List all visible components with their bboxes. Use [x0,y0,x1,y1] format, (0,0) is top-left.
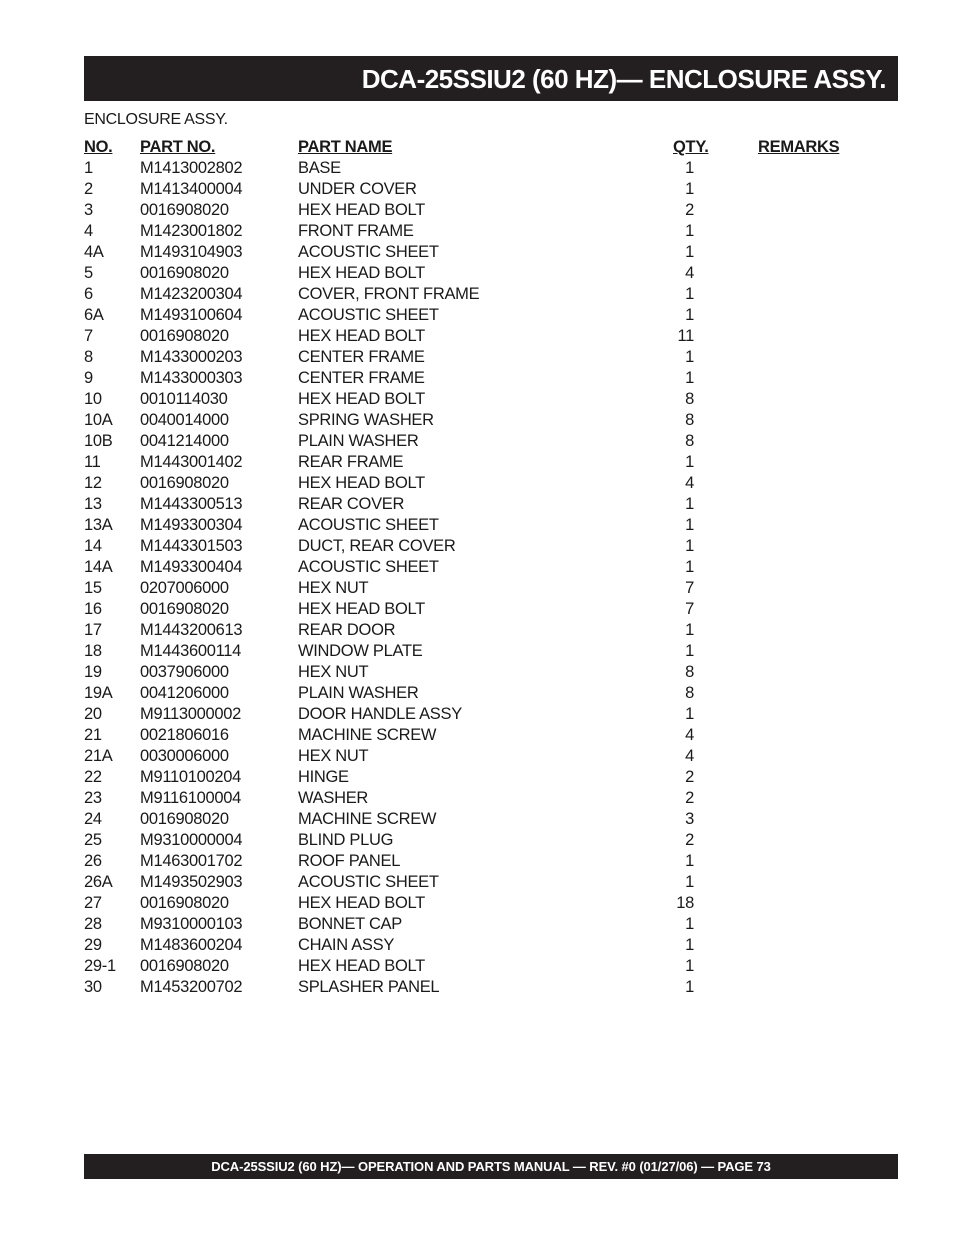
table-row [84,956,898,977]
row-qty: 3 [685,810,694,828]
row-part-no: 0016908020 [140,894,229,912]
row-part-no: M9110100204 [140,768,241,786]
row-part-name: ACOUSTIC SHEET [298,516,439,534]
table-row [84,473,898,494]
row-part-name: WINDOW PLATE [298,642,423,660]
row-part-no: 0016908020 [140,810,229,828]
row-no: 26 [84,852,102,870]
row-part-name: MACHINE SCREW [298,810,437,828]
table-row [84,578,898,599]
row-part-name: WASHER [298,789,369,807]
table-row [84,242,898,263]
table-row [84,452,898,473]
table-row [84,263,898,284]
parts-table [84,137,898,998]
row-part-name: PLAIN WASHER [298,432,419,450]
row-qty: 1 [685,180,694,198]
table-row [84,767,898,788]
row-no: 10B [84,432,113,450]
column-header-no: NO. [84,138,113,156]
row-no: 29 [84,936,102,954]
row-qty: 18 [676,894,694,912]
row-part-name: DUCT, REAR COVER [298,537,456,555]
table-row [84,431,898,452]
row-qty: 4 [685,747,694,765]
row-qty: 1 [685,558,694,576]
row-qty: 7 [685,579,694,597]
row-no: 2 [84,180,93,198]
row-part-no: M9113000002 [140,705,241,723]
row-part-no: 0037906000 [140,663,229,681]
row-qty: 8 [685,684,694,702]
row-part-name: REAR FRAME [298,453,404,471]
row-part-no: M1493100604 [140,306,243,324]
row-part-name: HEX HEAD BOLT [298,327,425,345]
row-qty: 8 [685,663,694,681]
row-no: 9 [84,369,93,387]
row-part-no: M9310000004 [140,831,243,849]
row-part-no: M1423200304 [140,285,243,303]
row-part-name: CENTER FRAME [298,348,425,366]
row-part-no: M1453200702 [140,978,243,996]
row-qty: 1 [685,936,694,954]
row-part-name: REAR DOOR [298,621,396,639]
row-no: 28 [84,915,102,933]
row-part-no: M1493502903 [140,873,243,891]
row-part-no: M1443301503 [140,537,243,555]
row-part-name: HEX HEAD BOLT [298,264,425,282]
row-qty: 1 [685,369,694,387]
row-part-no: M1443600114 [140,642,241,660]
row-no: 3 [84,201,93,219]
table-row [84,704,898,725]
row-qty: 1 [685,873,694,891]
row-part-name: ROOF PANEL [298,852,401,870]
table-body [84,158,898,998]
row-part-no: 0030006000 [140,747,229,765]
row-no: 18 [84,642,102,660]
table-row [84,809,898,830]
table-row [84,536,898,557]
table-row [84,494,898,515]
column-header-part-name: PART NAME [298,138,393,156]
table-row [84,200,898,221]
row-qty: 1 [685,306,694,324]
row-part-no: 0016908020 [140,201,229,219]
row-part-name: CENTER FRAME [298,369,425,387]
row-qty: 11 [677,327,694,345]
row-part-name: HEX HEAD BOLT [298,600,425,618]
table-row [84,347,898,368]
row-no: 4A [84,243,104,261]
row-part-name: DOOR HANDLE ASSY [298,705,462,723]
row-qty: 1 [685,915,694,933]
row-part-name: ACOUSTIC SHEET [298,558,439,576]
row-no: 15 [84,579,102,597]
row-part-no: 0016908020 [140,957,229,975]
row-qty: 4 [685,264,694,282]
table-row [84,305,898,326]
row-part-no: M9310000103 [140,915,243,933]
table-row [84,851,898,872]
row-qty: 1 [685,852,694,870]
row-qty: 8 [685,390,694,408]
section-label: ENCLOSURE ASSY. [84,111,228,128]
table-row [84,872,898,893]
row-no: 6 [84,285,93,303]
row-no: 27 [84,894,102,912]
row-part-no: M1493300304 [140,516,243,534]
row-part-name: COVER, FRONT FRAME [298,285,480,303]
row-qty: 7 [685,600,694,618]
row-no: 7 [84,327,93,345]
row-qty: 8 [685,411,694,429]
row-no: 1 [84,159,93,177]
row-part-no: M1413400004 [140,180,243,198]
row-no: 23 [84,789,102,807]
row-qty: 2 [685,831,694,849]
row-no: 19A [84,684,113,702]
table-row [84,641,898,662]
row-no: 16 [84,600,102,618]
row-qty: 1 [685,453,694,471]
table-row [84,410,898,431]
row-part-name: MACHINE SCREW [298,726,437,744]
row-part-no: 0041214000 [140,432,229,450]
row-qty: 1 [685,957,694,975]
row-part-name: UNDER COVER [298,180,417,198]
row-no: 20 [84,705,102,723]
row-part-name: CHAIN ASSY [298,936,395,954]
row-part-name: ACOUSTIC SHEET [298,243,439,261]
row-qty: 4 [685,726,694,744]
table-row [84,662,898,683]
row-part-no: M1433000303 [140,369,243,387]
row-part-no: M1443300513 [140,495,243,513]
row-no: 17 [84,621,102,639]
table-row [84,914,898,935]
row-qty: 1 [685,243,694,261]
table-row [84,683,898,704]
table-row [84,221,898,242]
table-row [84,725,898,746]
column-header-part-no: PART NO. [140,138,216,156]
row-part-name: HEX NUT [298,579,369,597]
table-row [84,977,898,998]
table-row [84,158,898,179]
row-part-no: 0207006000 [140,579,229,597]
row-part-no: 0010114030 [140,390,228,408]
row-no: 11 [84,453,101,471]
row-part-no: 0016908020 [140,327,229,345]
row-no: 29-1 [84,957,116,975]
table-row [84,326,898,347]
page-title: DCA-25SSIU2 (60 HZ)— ENCLOSURE ASSY. [84,56,898,101]
row-part-name: BASE [298,159,341,177]
row-qty: 1 [685,537,694,555]
table-row [84,893,898,914]
row-no: 21 [84,726,102,744]
table-row [84,620,898,641]
row-qty: 4 [685,474,694,492]
row-no: 25 [84,831,102,849]
row-no: 6A [84,306,104,324]
row-part-name: ACOUSTIC SHEET [298,306,439,324]
row-part-name: HEX HEAD BOLT [298,474,425,492]
row-no: 14 [84,537,102,555]
row-qty: 1 [685,285,694,303]
table-row [84,830,898,851]
row-qty: 8 [685,432,694,450]
row-no: 21A [84,747,113,765]
column-header-remarks: REMARKS [758,138,840,156]
row-part-no: 0016908020 [140,264,229,282]
row-no: 8 [84,348,93,366]
row-part-no: M1443001402 [140,453,243,471]
row-no: 19 [84,663,102,681]
row-qty: 1 [685,516,694,534]
row-no: 12 [84,474,102,492]
row-part-no: 0016908020 [140,600,229,618]
row-part-name: REAR COVER [298,495,405,513]
table-row [84,599,898,620]
row-part-no: M9116100004 [140,789,241,807]
row-part-name: HEX NUT [298,747,369,765]
table-row [84,179,898,200]
row-qty: 2 [685,789,694,807]
row-part-no: M1443200613 [140,621,243,639]
table-row [84,788,898,809]
row-part-name: HINGE [298,768,349,786]
row-part-name: BONNET CAP [298,915,402,933]
table-row [84,368,898,389]
row-qty: 1 [685,159,694,177]
row-part-no: 0021806016 [140,726,229,744]
row-qty: 1 [685,705,694,723]
row-part-name: SPLASHER PANEL [298,978,440,996]
row-part-name: HEX HEAD BOLT [298,894,425,912]
row-qty: 1 [685,222,694,240]
row-part-no: M1493104903 [140,243,243,261]
row-part-name: BLIND PLUG [298,831,394,849]
row-part-no: M1483600204 [140,936,243,954]
page-footer: DCA-25SSIU2 (60 HZ)— OPERATION AND PARTS MANUAL — REV. #0 (01/27/06) — PAGE 73 [84,1154,898,1179]
row-no: 10 [84,390,102,408]
row-qty: 1 [685,348,694,366]
row-part-no: M1423001802 [140,222,243,240]
row-no: 30 [84,978,102,996]
row-qty: 1 [685,621,694,639]
row-qty: 1 [685,642,694,660]
row-no: 13A [84,516,113,534]
row-qty: 2 [685,201,694,219]
row-part-name: HEX HEAD BOLT [298,957,425,975]
table-row [84,389,898,410]
column-header-qty: QTY. [673,138,709,156]
row-part-name: HEX HEAD BOLT [298,390,425,408]
row-qty: 2 [685,768,694,786]
row-part-name: SPRING WASHER [298,411,434,429]
row-no: 5 [84,264,93,282]
row-no: 22 [84,768,102,786]
row-no: 26A [84,873,113,891]
table-row [84,284,898,305]
row-part-name: HEX NUT [298,663,369,681]
row-no: 10A [84,411,113,429]
table-header [84,137,898,158]
row-part-no: M1413002802 [140,159,243,177]
row-part-name: HEX HEAD BOLT [298,201,425,219]
row-part-name: ACOUSTIC SHEET [298,873,439,891]
row-no: 13 [84,495,102,513]
row-part-no: 0016908020 [140,474,229,492]
table-row [84,935,898,956]
row-part-no: M1493300404 [140,558,243,576]
row-part-name: FRONT FRAME [298,222,414,240]
table-row [84,515,898,536]
table-row [84,746,898,767]
row-part-no: M1463001702 [140,852,243,870]
row-no: 24 [84,810,102,828]
row-qty: 1 [685,495,694,513]
row-qty: 1 [685,978,694,996]
table-row [84,557,898,578]
row-no: 4 [84,222,93,240]
row-no: 14A [84,558,113,576]
row-part-no: 0041206000 [140,684,229,702]
row-part-no: 0040014000 [140,411,229,429]
row-part-name: PLAIN WASHER [298,684,419,702]
row-part-no: M1433000203 [140,348,243,366]
